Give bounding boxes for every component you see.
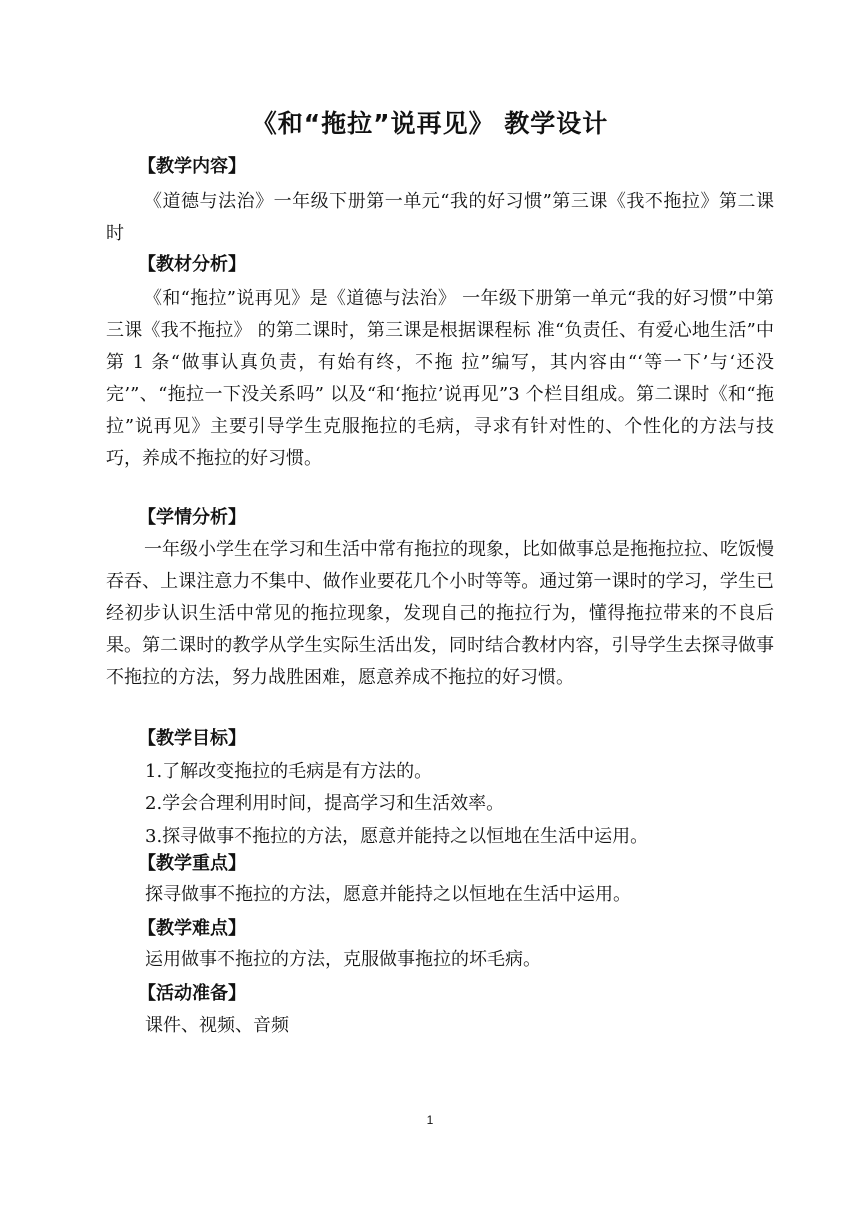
heading-teaching-content: 【教学内容】 (138, 156, 246, 177)
preparation-text: 课件、视频、音频 (145, 1015, 289, 1036)
heading-material-analysis: 【教材分析】 (138, 254, 246, 275)
material-analysis-text: 《和“拖拉”说再见》是《道德与法治》 一年级下册第一单元“我的好习惯”中第三课《我不拖拉》 的第二课时，第三课是根据课程标 准“负责任、有爱心地生活”中第 1 条“做事认真负责，有始有终，不拖 拉”编写，其内容由“‘等一下’与‘还没完’”、“拖拉一下没关系吗” 以及“和‘拖拉’说再见”3 个栏目组成。第二课时《和“拖拉”说再见》主要引导学生克服拖拉的毛病，寻求有针对性的、个性化的方法与技巧，养成不拖拉的好习惯。 (106, 288, 774, 469)
heading-student-analysis: 【学情分析】 (138, 507, 246, 528)
goal-item: 2.学会合理利用时间，提高学习和生活效率。 (145, 793, 505, 814)
student-analysis-text: 一年级小学生在学习和生活中常有拖拉的现象，比如做事总是拖拖拉拉、吃饭慢吞吞、上课注意力不集中、做作业要花几个小时等等。通过第一课时的学习，学生已经初步认识生活中常见的拖拉现象，发现自己的拖拉行为，懂得拖拉带来的不良后果。第二课时的教学从学生实际生活出发，同时结合教材内容，引导学生去探寻做事不拖拉的方法，努力战胜困难，愿意养成不拖拉的好习惯。 (106, 539, 774, 688)
heading-teaching-goals: 【教学目标】 (138, 728, 246, 749)
heading-preparation: 【活动准备】 (138, 983, 246, 1004)
teaching-content-text: 《道德与法治》一年级下册第一单元“我的好习惯”第三课《我不拖拉》第二课时 (106, 191, 774, 244)
difficulties-text: 运用做事不拖拉的方法，克服做事拖拉的坏毛病。 (145, 949, 541, 970)
heading-key-points: 【教学重点】 (138, 853, 246, 874)
goal-item: 1.了解改变拖拉的毛病是有方法的。 (145, 761, 433, 782)
heading-difficulties: 【教学难点】 (138, 918, 246, 939)
goal-item: 3.探寻做事不拖拉的方法，愿意并能持之以恒地在生活中运用。 (145, 826, 649, 847)
page-number: 1 (426, 1113, 434, 1127)
document-title: 《和“拖拉”说再见》 教学设计 (251, 109, 609, 138)
key-points-text: 探寻做事不拖拉的方法，愿意并能持之以恒地在生活中运用。 (145, 884, 631, 905)
